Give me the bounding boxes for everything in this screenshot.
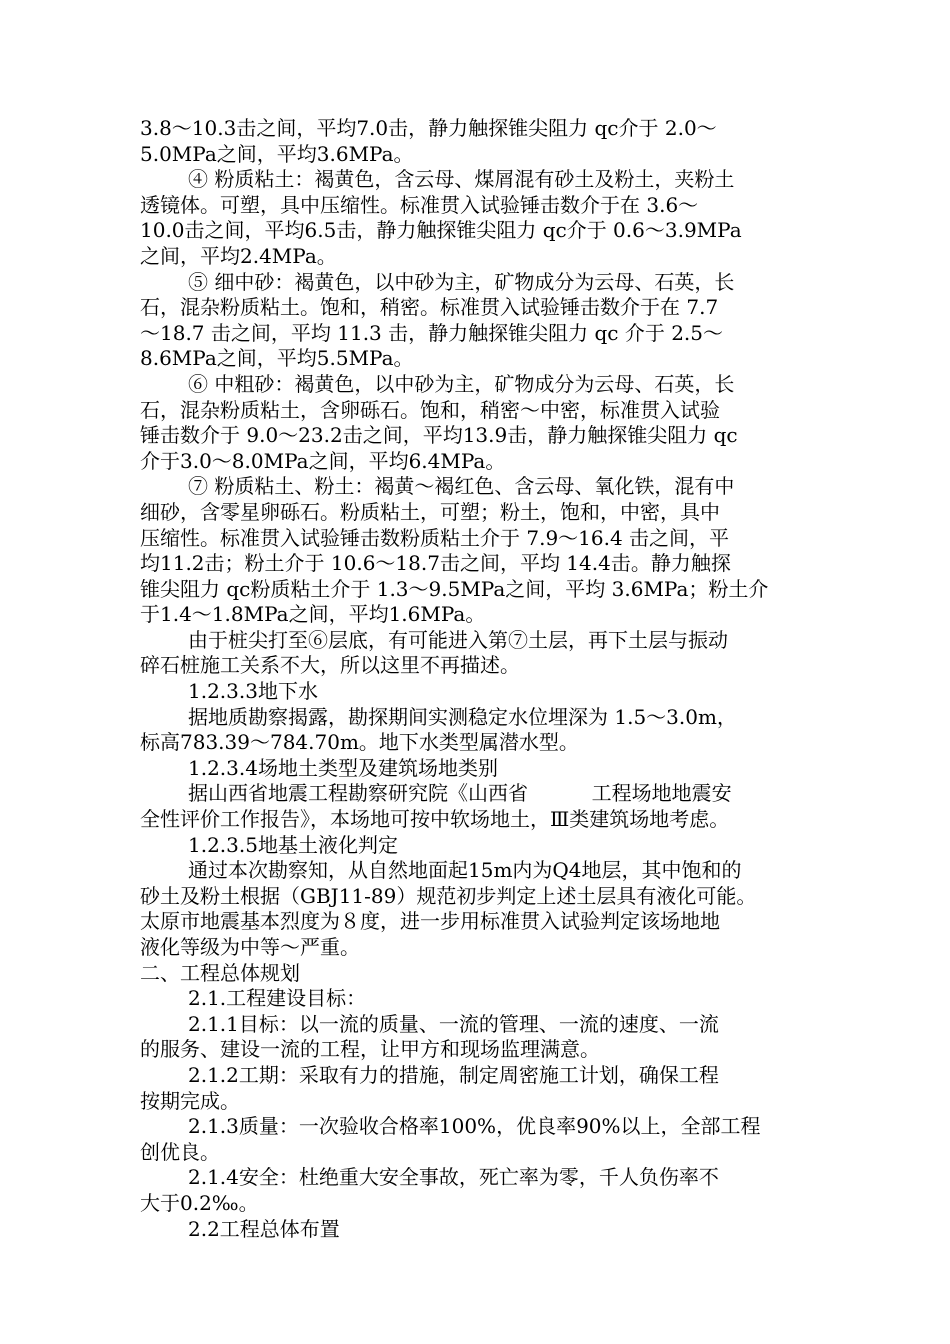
text-line: 创优良。 <box>140 1139 220 1164</box>
text-line: 2.1.3质量：一次验收合格率100%，优良率90%以上，全部工程 <box>188 1114 761 1139</box>
text-line: 太原市地震基本烈度为８度，进一步用标准贯入试验判定该场地地 <box>140 909 720 934</box>
text-line: 锤击数介于 9.0～23.2击之间，平均13.9击，静力触探锥尖阻力 qc <box>140 423 738 448</box>
text-line: 10.0击之间，平均6.5击，静力触探锥尖阻力 qc介于 0.6～3.9MPa <box>140 218 742 243</box>
text-line: ⑦ 粉质粘土、粉土：褐黄～褐红色、含云母、氧化铁，混有中 <box>188 474 735 499</box>
text-line: 5.0MPa之间，平均3.6MPa。 <box>140 141 414 166</box>
text-line: 砂土及粉土根据（GBJ11-89）规范初步判定上述土层具有液化可能。 <box>140 883 757 908</box>
text-line: 2.1.1目标：以一流的质量、一流的管理、一流的速度、一流 <box>188 1011 719 1036</box>
text-line: 据地质勘察揭露，勘探期间实测稳定水位埋深为 1.5～3.0m， <box>188 704 737 729</box>
text-line: 介于3.0～8.0MPa之间，平均6.4MPa。 <box>140 448 506 473</box>
text-line: 全性评价工作报告》，本场地可按中软场地土，Ⅲ类建筑场地考虑。 <box>140 807 730 832</box>
text-line: 8.6MPa之间，平均5.5MPa。 <box>140 346 414 371</box>
text-line: ⑤ 细中砂：褐黄色，以中砂为主，矿物成分为云母、石英，长 <box>188 269 735 294</box>
text-line: 2.1.4安全：杜绝重大安全事故，死亡率为零，千人负伤率不 <box>188 1165 719 1190</box>
text-line: 细砂，含零星卵砾石。粉质粘土，可塑；粉土，饱和，中密，具中 <box>140 499 720 524</box>
text-line: 的服务、建设一流的工程，让甲方和现场监理满意。 <box>140 1037 600 1062</box>
text-line: 由于桩尖打至⑥层底，有可能进入第⑦土层，再下土层与振动 <box>188 627 728 652</box>
text-line: 2.1.2工期：采取有力的措施，制定周密施工计划，确保工程 <box>188 1062 719 1087</box>
text-line: 1.2.3.5地基土液化判定 <box>188 832 398 857</box>
text-line: 之间，平均2.4MPa。 <box>140 243 337 268</box>
document-body <box>140 116 810 1242</box>
text-line: ⑥ 中粗砂：褐黄色，以中砂为主，矿物成分为云母、石英，长 <box>188 371 735 396</box>
text-line: 3.8～10.3击之间，平均7.0击，静力触探锥尖阻力 qc介于 2.0～ <box>140 116 717 140</box>
text-line: 通过本次勘察知，从自然地面起15m内为Q4地层，其中饱和的 <box>188 858 742 883</box>
text-line: 1.2.3.3地下水 <box>188 679 318 704</box>
text-line: 压缩性。标准贯入试验锤击数粉质粘土介于 7.9～16.4 击之间，平 <box>140 525 730 550</box>
text-line: 2.1.工程建设目标： <box>188 986 367 1011</box>
text-line: 2.2工程总体布置 <box>188 1216 340 1241</box>
text-line: 1.2.3.4场地土类型及建筑场地类别 <box>188 755 498 780</box>
text-line: 碎石桩施工关系不大，所以这里不再描述。 <box>140 653 520 678</box>
text-line: ④ 粉质粘土：褐黄色，含云母、煤屑混有砂土及粉土，夹粉土 <box>188 167 735 192</box>
text-line: 石，混杂粉质粘土。饱和，稍密。标准贯入试验锤击数介于在 7.7 <box>140 295 719 320</box>
text-line: 均11.2击；粉土介于 10.6～18.7击之间，平均 14.4击。静力触探 <box>140 551 731 576</box>
text-line: ～18.7 击之间，平均 11.3 击，静力触探锥尖阻力 qc 介于 2.5～ <box>140 320 724 345</box>
text-line: 大于0.2‰。 <box>140 1190 259 1215</box>
text-line: 锥尖阻力 qc粉质粘土介于 1.3～9.5MPa之间，平均 3.6MPa；粉土介 <box>140 576 769 601</box>
text-line: 液化等级为中等～严重。 <box>140 935 360 959</box>
text-line: 石，混杂粉质粘土，含卵砾石。饱和，稍密～中密，标准贯入试验 <box>140 397 720 422</box>
text-line: 据山西省地震工程勘察研究院《山西省 工程场地地震安 <box>188 781 732 806</box>
text-line: 二、工程总体规划 <box>140 960 300 985</box>
text-line: 于1.4～1.8MPa之间，平均1.6MPa。 <box>140 602 486 627</box>
text-line: 按期完成。 <box>140 1088 240 1113</box>
text-line: 透镜体。可塑，具中压缩性。标准贯入试验锤击数介于在 3.6～ <box>140 192 699 217</box>
text-line: 标高783.39～784.70m。地下水类型属潜水型。 <box>140 730 579 755</box>
